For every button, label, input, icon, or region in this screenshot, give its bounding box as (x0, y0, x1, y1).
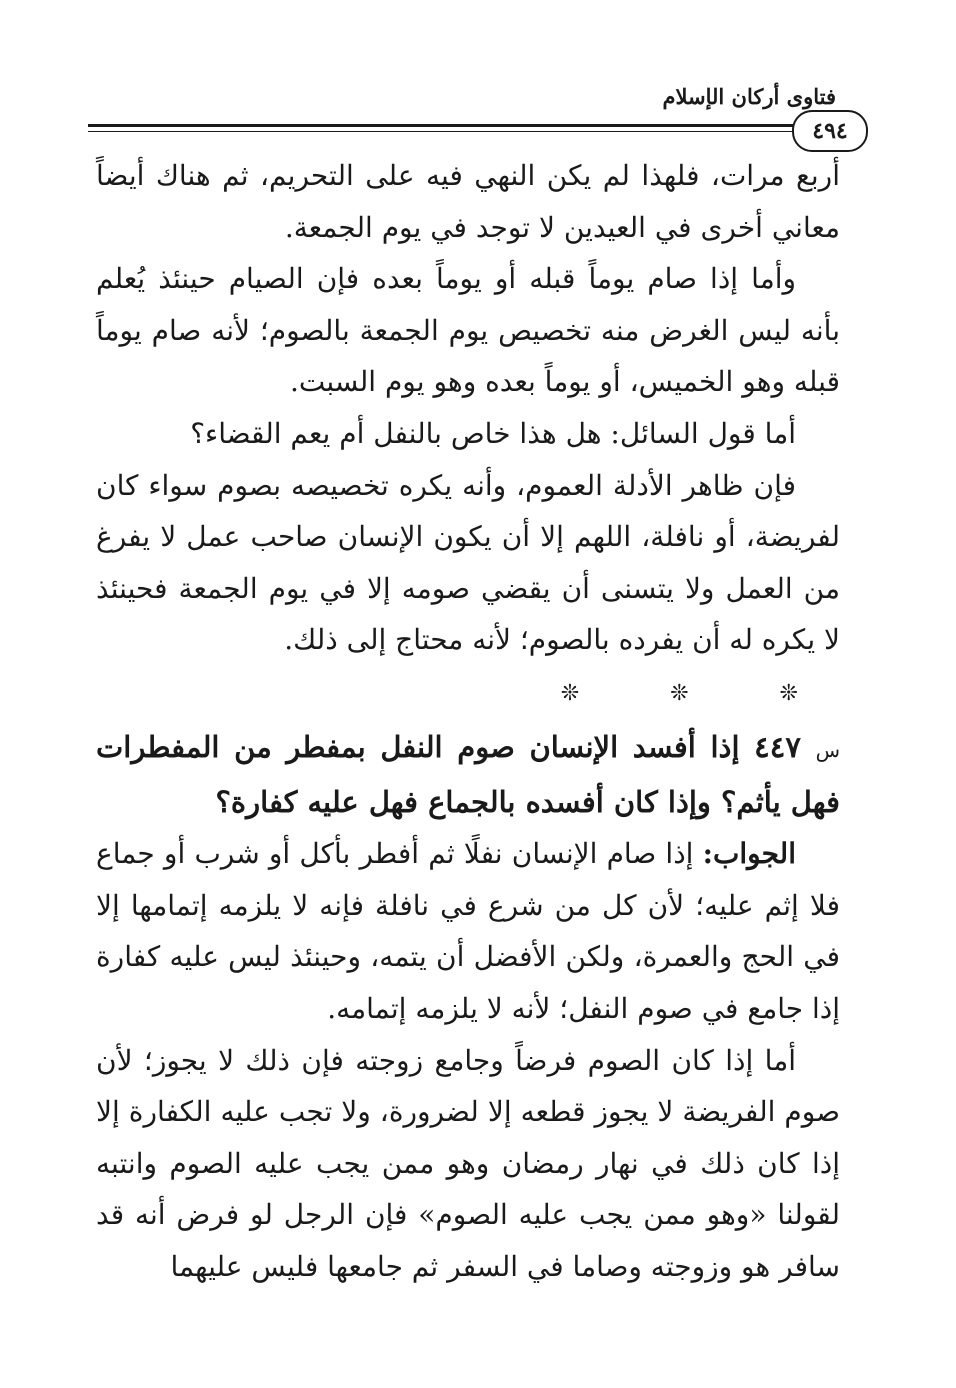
paragraph: وأما إذا صام يوماً قبله أو يوماً بعده فإن الصيام حينئذ يُعلم بأنه ليس الغرض منه تخصيص يوم الجمعة بالصوم؛ لأنه صام يوماً قبله وهو الخميس، أو يوماً بعده وهو يوم السبت. (96, 262, 840, 399)
section-separator: ❊ ❊ ❊ (560, 680, 840, 706)
header-rule (88, 124, 794, 127)
answer-label: الجواب: (702, 837, 796, 871)
question-number: ٤٤٧ (754, 729, 801, 764)
question (96, 722, 840, 828)
running-title: فتاوى أركان الإسلام (662, 84, 836, 109)
answer-text: إذا صام الإنسان نفلًا ثم أفطر بأكل أو شرب أو جماع فلا إثم عليه؛ لأن كل من شرع في نافلة فإنه لا يلزمه إتمامها إلا في الحج والعمرة، ولكن الأفضل أن يتمه، وحينئذ ليس عليه كفارة إذا جامع في صوم النفل؛ لأنه لا يلزمه إتمامه. (96, 837, 840, 1025)
header-rule-thin (88, 131, 794, 132)
paragraph: أما قول السائل: هل هذا خاص بالنفل أم يعم القضاء؟ (190, 416, 796, 450)
paragraph: أربع مرات، فلهذا لم يكن النهي فيه على التحريم، ثم هناك أيضاً معاني أخرى في العيدين لا توجد في يوم الجمعة. (96, 159, 840, 244)
question-text: إذا أفسد الإنسان صوم النفل بمفطر من المفطرات فهل يأثم؟ وإذا كان أفسده بالجماع فهل عليه كفارة؟ (96, 729, 840, 819)
page-number-badge: ٤٩٤ (792, 110, 868, 152)
question-marker: س (815, 737, 840, 762)
paragraph: فإن ظاهر الأدلة العموم، وأنه يكره تخصيصه بصوم سواء كان لفريضة، أو نافلة، اللهم إلا أن يكون الإنسان صاحب عمل لا يفرغ من العمل ولا يتسنى أن يقضي صومه إلا في يوم الجمعة فحينئذ لا يكره له أن يفرده بالصوم؛ لأنه محتاج إلى ذلك. (96, 468, 840, 657)
body-text (96, 150, 840, 1292)
paragraph: أما إذا كان الصوم فرضاً وجامع زوجته فإن ذلك لا يجوز؛ لأن صوم الفريضة لا يجوز قطعه إلا لضرورة، ولا تجب عليه الكفارة إلا إذا كان ذلك في نهار رمضان وهو ممن يجب عليه الصوم وانتبه لقولنا «وهو ممن يجب عليه الصوم» فإن الرجل لو فرض أنه قد سافر هو وزوجته وصاما في السفر ثم جامعها فليس عليهما (96, 1043, 840, 1283)
answer-paragraph (96, 828, 840, 1034)
